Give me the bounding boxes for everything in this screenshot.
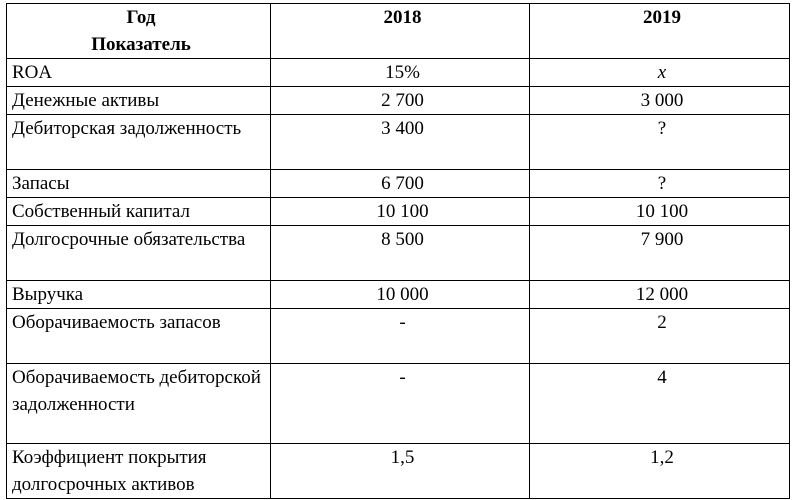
- header-corner-cell: [7, 4, 271, 59]
- value-2019: ?: [530, 170, 790, 198]
- table-row: [7, 170, 790, 198]
- table-row: [7, 281, 790, 309]
- header-2018: 2018: [271, 4, 530, 59]
- table-row: [7, 226, 790, 281]
- table-row: [7, 198, 790, 226]
- table-row: [7, 87, 790, 115]
- financial-indicators-table: [6, 3, 790, 499]
- header-year-label: Год: [126, 7, 156, 28]
- row-label: Долгосрочные обязательства: [7, 226, 271, 281]
- value-2019: 4: [530, 364, 790, 444]
- row-label: Оборачиваемость дебиторской задолженности: [7, 364, 271, 444]
- header-2019: 2019: [530, 4, 790, 59]
- row-label: Выручка: [7, 281, 271, 309]
- row-label: Дебиторская задолженность: [7, 115, 271, 170]
- row-label: Запасы: [7, 170, 271, 198]
- table-row: [7, 309, 790, 364]
- row-label: Собственный капитал: [7, 198, 271, 226]
- row-label: Коэффициент покрытия долгосрочных активов: [7, 444, 271, 499]
- value-2019: 1,2: [530, 444, 790, 499]
- table-row: [7, 115, 790, 170]
- value-2019: 12 000: [530, 281, 790, 309]
- header-indicator-label: Показатель: [91, 34, 191, 55]
- table-row: [7, 364, 790, 444]
- value-2019: ?: [530, 115, 790, 170]
- header-row: [7, 4, 790, 59]
- value-2019: 2: [530, 309, 790, 364]
- value-2019: x: [530, 59, 790, 87]
- row-label: Денежные активы: [7, 87, 271, 115]
- value-2018: 15%: [271, 59, 530, 87]
- table-row: [7, 59, 790, 87]
- row-label: ROA: [7, 59, 271, 87]
- table-row: [7, 444, 790, 499]
- value-2018: -: [271, 364, 530, 444]
- value-2019: 10 100: [530, 198, 790, 226]
- value-2019: 7 900: [530, 226, 790, 281]
- value-2018: -: [271, 309, 530, 364]
- value-2018: 3 400: [271, 115, 530, 170]
- value-2018: 10 000: [271, 281, 530, 309]
- value-2018: 8 500: [271, 226, 530, 281]
- value-2018: 10 100: [271, 198, 530, 226]
- value-2018: 2 700: [271, 87, 530, 115]
- value-2018: 1,5: [271, 444, 530, 499]
- value-2019: 3 000: [530, 87, 790, 115]
- value-2018: 6 700: [271, 170, 530, 198]
- row-label: Оборачиваемость запасов: [7, 309, 271, 364]
